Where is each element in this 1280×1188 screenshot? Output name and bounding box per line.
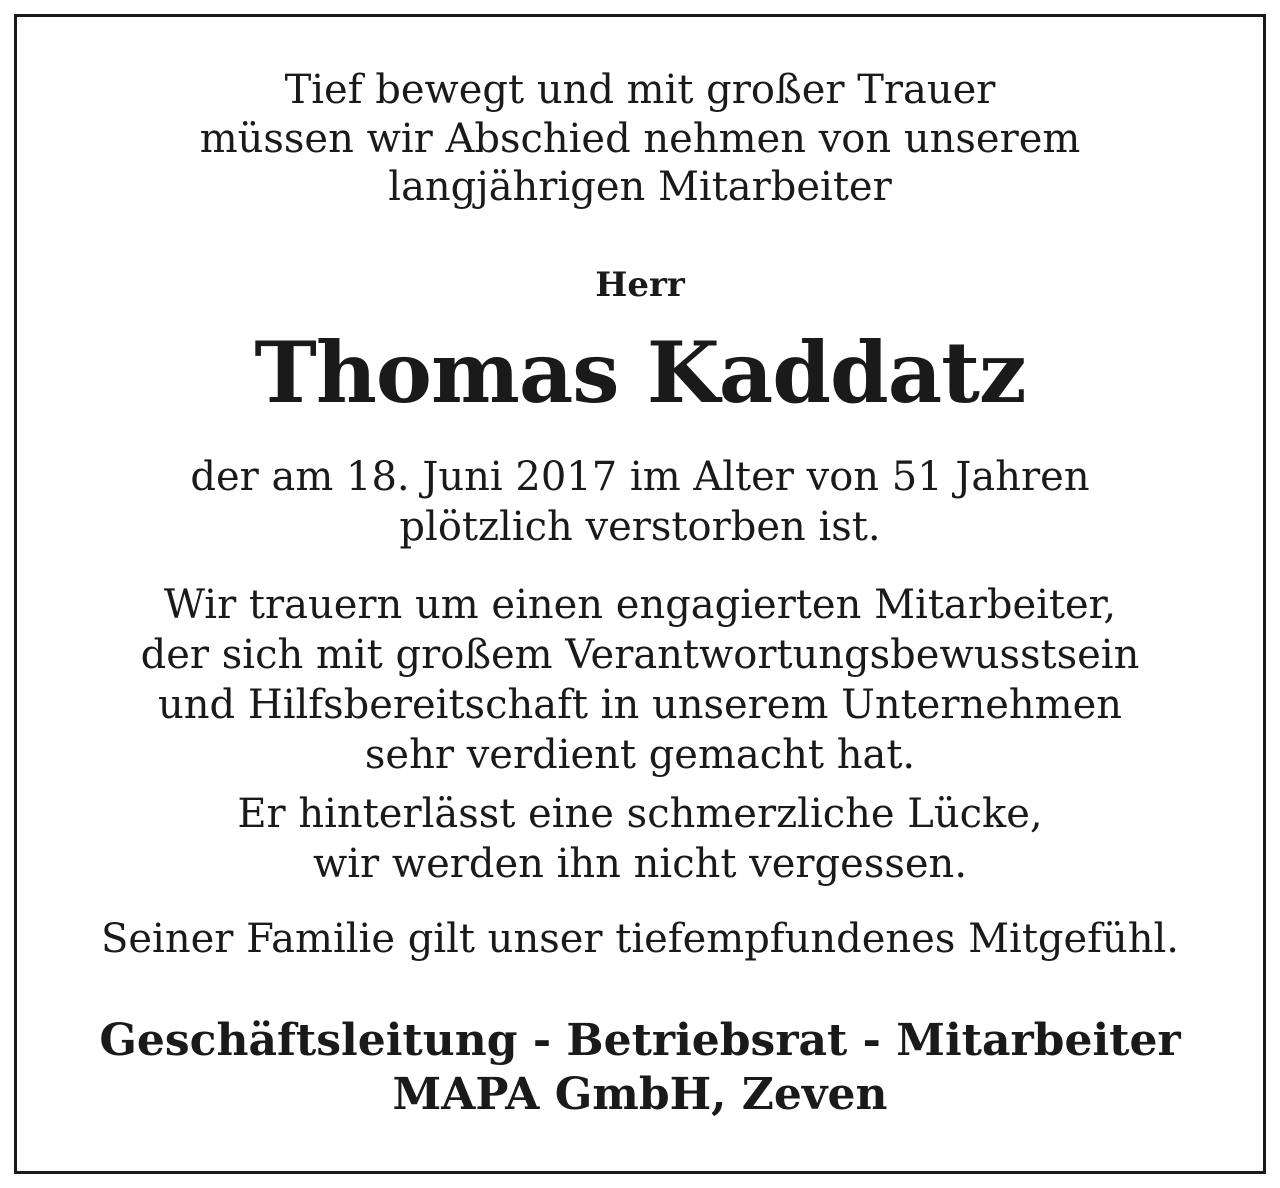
condolence-text: Seiner Familie gilt unser tiefempfundenes Mitgefühl. (100, 916, 1180, 962)
signature-line: MAPA GmbH, Zeven (392, 1069, 888, 1120)
deceased-name: Thomas Kaddatz (254, 323, 1026, 422)
intro-line: Tief bewegt und mit großer Trauer (284, 67, 996, 113)
intro-text (0, 66, 1280, 212)
tribute-line: der sich mit großem Verantwortungsbewusstsein (140, 632, 1140, 678)
death-notice-line: der am 18. Juni 2017 im Alter von 51 Jahren (190, 454, 1090, 500)
death-notice-line: plötzlich verstorben ist. (399, 504, 881, 550)
intro-line: müssen wir Abschied nehmen von unserem (199, 115, 1081, 162)
death-notice (0, 452, 1280, 552)
intro-line: langjährigen Mitarbeiter (388, 164, 892, 210)
farewell-text (0, 789, 1280, 889)
tribute-line: und Hilfsbereitschaft in unserem Unternehmen (157, 682, 1123, 728)
salutation: Herr (595, 265, 685, 305)
farewell-line: Er hinterlässt eine schmerzliche Lücke, (237, 791, 1043, 837)
signature-line: Geschäftsleitung - Betriebsrat - Mitarbeiter (99, 1015, 1181, 1066)
tribute-line: Wir trauern um einen engagierten Mitarbeiter, (163, 582, 1117, 628)
signature-block (0, 1014, 1280, 1122)
tribute-text (0, 580, 1280, 780)
farewell-line: wir werden ihn nicht vergessen. (312, 841, 968, 887)
tribute-line: sehr verdient gemacht hat. (364, 732, 916, 778)
